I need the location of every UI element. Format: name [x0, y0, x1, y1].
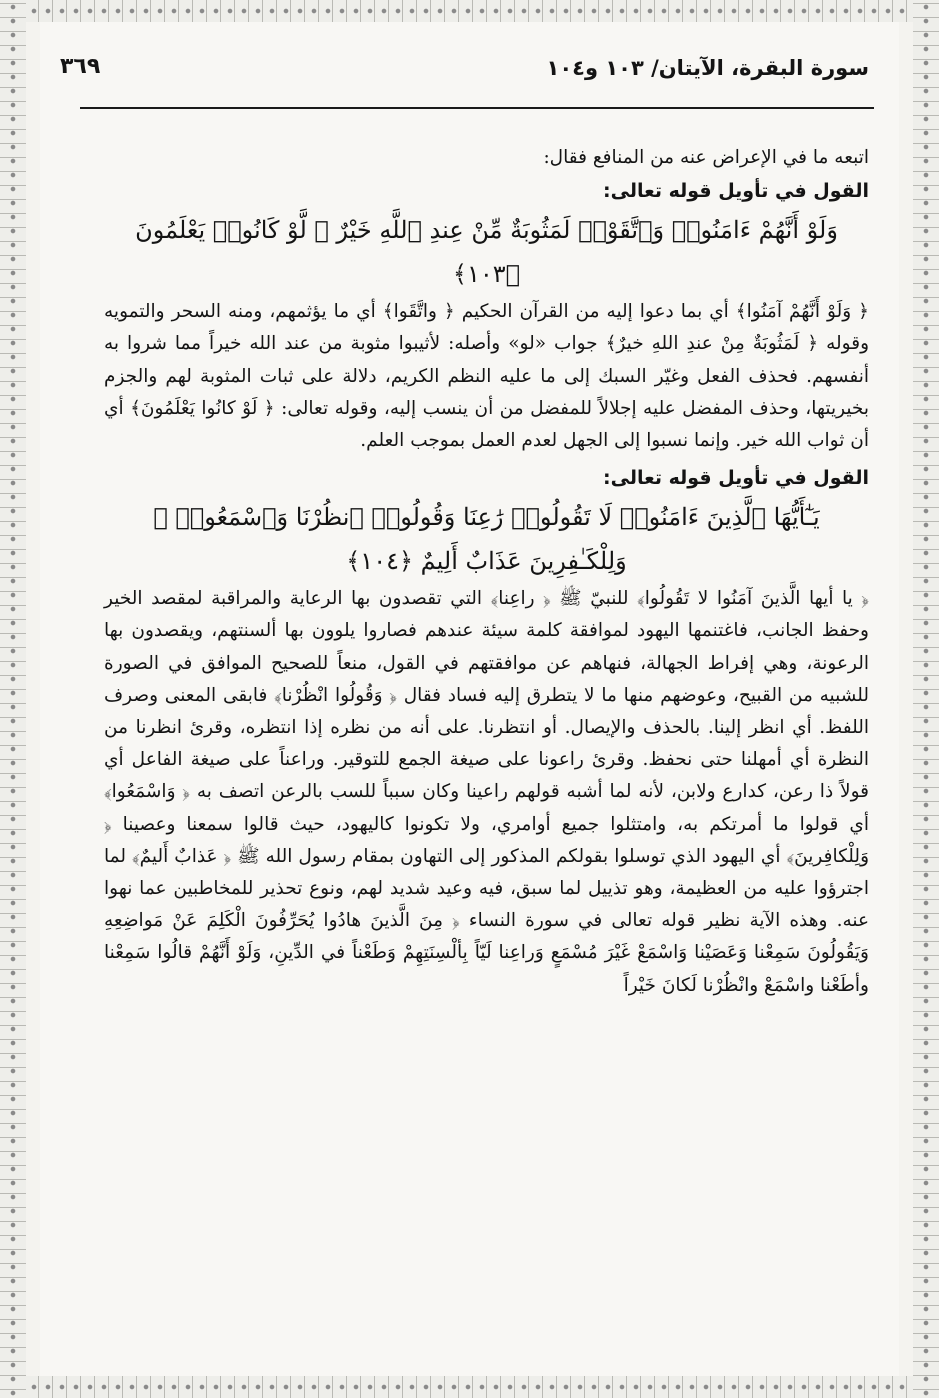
ornamental-border-right [913, 0, 939, 1398]
page-content [104, 142, 869, 1002]
commentary-paragraph-2: ﴿ يا أيها الَّذينَ آمَنُوا لا تَقُولُوا﴾ للنبيّ ﷺ ﴿ راعِنا﴾ التي تقصدون بها الرعاية والمراقبة لمقصد الخير وحفظ الجانب، فاغتنمها اليهود لموافقة كلمة سيئة عندهم فصاروا يلوون بها ألسنتهم، ويقصدون بها الرعونة، وهي إفراط الجهالة، فنهاهم عن موافقتهم في القول، منعاً للصحيح الموافق في الصورة للشبيه من القبيح، وعوضهم منها ما لا يتطرق إليه فساد فقال ﴿ وَقُولُوا انْظُرْنا﴾ فابقى المعنى وصرف اللفظ. أي انظر إلينا. بالحذف والإيصال. أو انتظرنا. على أنه من نظره إذا انتظره، وقرئ انظرنا من النظرة أي أمهلنا حتى نحفظ. وقرئ راعونا على صيغة الجمع للتوقير. وراعناً على صيغة الفاعل أي قولاً ذا رعن، كدارع ولابن، لأنه لما أشبه قولهم راعينا وكان سبباً للسب بالرعن اتصف به ﴿ وَاسْمَعُوا﴾ أي قولوا ما أمرتكم به، وامتثلوا جميع أوامري، ولا تكونوا كاليهود، حيث قالوا سمعنا وعصينا ﴿ وَلِلْكافِرينَ﴾ أي اليهود الذي توسلوا بقولكم المذكور إلى التهاون بمقام رسول الله ﷺ ﴿ عَذابٌ أَليمٌ﴾ لما اجترؤوا عليه من العظيمة، وهو تذييل لما سبق، فيه وعيد شديد لهم، ونوع تحذير للمخاطبين عما نهوا عنه. وهذه الآية نظير قوله تعالى في سورة النساء ﴿ مِنَ الَّذينَ هادُوا يُحَرِّفُونَ الْكَلِمَ عَنْ مَواضِعِهِ وَيَقُولُونَ سَمِعْنا وَعَصَيْنا وَاسْمَعْ غَيْرَ مُسْمَعٍ وَراعِنا لَيّاً بِألْسِنَتِهِمْ وَطَعْناً في الدِّينِ، وَلَوْ أَنَّهُمْ قالُوا سَمِعْنا وأطَعْنا واسْمَعْ وانْظُرْنا لَكانَ خَيْراً [104, 588, 869, 996]
ornamental-border-top [0, 0, 939, 22]
header-title: سورة البقرة، الآيتان/ ١٠٣ و١٠٤ [546, 56, 869, 80]
section-heading-1: القول في تأويل قوله تعالى: [603, 180, 869, 203]
intro-line: اتبعه ما في الإعراض عنه من المنافع فقال: [543, 147, 869, 168]
quran-verse-104-line-2: وَلِلْكَـٰفِرِينَ عَذَابٌ أَلِيمٌ ﴿١٠٤﴾ [346, 547, 627, 576]
quran-verse-103: وَلَوْ أَنَّهُمْ ءَامَنُوا۟ وَٱتَّقَوْا۟ لَمَثُوبَةٌ مِّنْ عِندِ ٱللَّهِ خَيْرٌ ۖ لَّوْ كَانُوا۟ يَعْلَمُونَ ﴿١٠٣﴾ [135, 216, 838, 289]
section-heading-2: القول في تأويل قوله تعالى: [603, 467, 869, 490]
header-rule [80, 107, 874, 109]
ornamental-border-left [0, 0, 26, 1398]
ornamental-border-bottom [0, 1376, 939, 1398]
quran-verse-104-line-1: يَـٰٓأَيُّهَا ٱلَّذِينَ ءَامَنُوا۟ لَا تَقُولُوا۟ رَٰعِنَا وَقُولُوا۟ ٱنظُرْنَا وَٱسْمَعُوا۟ ۗ [153, 503, 820, 532]
running-header [60, 52, 869, 92]
page-number: ٣٦٩ [60, 54, 101, 79]
commentary-paragraph-1: ﴿ وَلَوْ أَنَّهُمْ آمَنُوا﴾ أي بما دعوا إليه من القرآن الحكيم ﴿ واتَّقَوا﴾ أي ما يؤثمهم، ومنه السحر والتمويه وقوله ﴿ لَمَثُوبَةٌ مِنْ عندِ اللهِ خيرٌ﴾ جواب «لو» وأصله: لأثيبوا مثوبة من عند الله خيراً مما شروا به أنفسهم. فحذف الفعل وغيّر السبك إلى ما عليه النظم الكريم، دلالة على ثبات المثوبة لهم والجزم بخيريتها، وحذف المفضل عليه إجلالاً للمفضل من أن ينسب إليه، وقوله تعالى: ﴿ لَوْ كانُوا يَعْلَمُونَ﴾ أي أن ثواب الله خير. وإنما نسبوا إلى الجهل لعدم العمل بموجب العلم. [104, 301, 869, 452]
